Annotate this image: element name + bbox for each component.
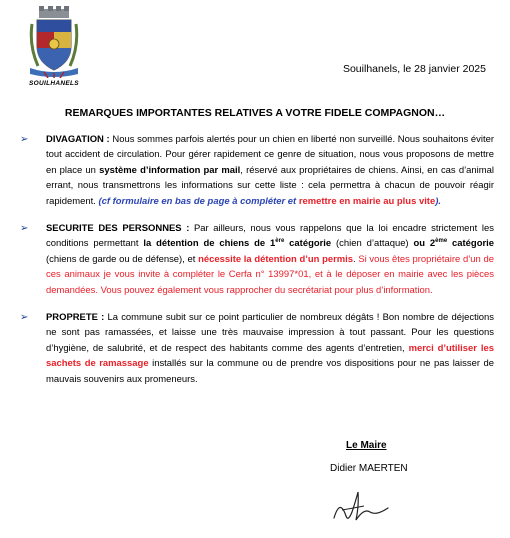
text: Par ailleurs, nous vous rappelons que la loi encadre strictement les conditions permettant: [46, 223, 494, 250]
text-bold: système d’information par mail: [99, 164, 241, 176]
arrow-bullet-icon: ➢: [20, 223, 29, 235]
text-bold: catégorie: [284, 238, 332, 250]
text-bold: ou 2: [413, 238, 436, 250]
dateline: Souilhanels, le 28 janvier 2025: [342, 63, 486, 75]
form-note-red: remettre en mairie au plus vite: [298, 195, 436, 207]
text-red-bold: merci d’utiliser les sachets de ramassage: [46, 342, 494, 370]
superscript: ère: [275, 238, 285, 245]
section-label: PROPRETE :: [46, 312, 105, 324]
text: (chiens de garde ou de défense), et: [46, 253, 199, 265]
divagation-paragraph: [46, 132, 494, 209]
text-red-bold: nécessite la détention d’un permis: [198, 253, 354, 265]
arrow-bullet-icon: ➢: [20, 312, 29, 324]
superscript: ème: [435, 238, 448, 245]
text: Nous sommes parfois alertés pour un chien en liberté non surveillé. Nous souhaitons éviter tout accident de circulation. Pour gérer rapidement ce genre de situation, nous vous proposons de mettre en place un: [46, 134, 495, 176]
form-note-end: ).: [435, 195, 441, 207]
text: (chien d’attaque): [331, 238, 414, 250]
text: , réservé aux propriétaires de chiens. Ainsi, en cas d’animal errant, nous transmettrons les informations sur cette liste : cela permettra à chacun de pouvoir réagir rapidement.: [46, 164, 494, 207]
text: installés sur la commune ou de prendre vos dispositions pour ne pas laisser de mauvais souvenirs aux promeneurs.: [46, 358, 495, 385]
proprete-paragraph: [46, 310, 494, 387]
arrow-bullet-icon: ➢: [20, 134, 29, 145]
form-note: (cf formulaire en bas de page à compléter et: [98, 195, 299, 207]
text-bold: la détention de chiens de 1: [143, 238, 276, 250]
securite-paragraph: [46, 221, 494, 298]
section-proprete: [20, 310, 495, 387]
text-red: Si vous êtes propriétaire d’un de ces animaux je vous invite à compléter le Cerfa n° 13997*01, et à le déposer en mairie avec les pièces demandées. Vous pouvez également vous rapprocher du secrétariat pour plus d’information.: [46, 253, 494, 296]
town-coat-of-arms-icon: [28, 6, 80, 78]
bullet-list: [20, 132, 495, 399]
text: La commune subit sur ce point particulier de nombreux dégâts ! Bon nombre de déjections ne sont pas ramassées, et laisse une très mauvaise impression à tout passant. Pour les questions d’hygiène, de salubrité, et de respect des habitants comme des agents d’entretien,: [46, 312, 495, 354]
handwritten-signature: [330, 486, 392, 526]
section-label: DIVAGATION :: [46, 134, 110, 145]
signatory-title: Le Maire: [346, 440, 387, 451]
document-title: REMARQUES IMPORTANTES RELATIVES A VOTRE FIDELE COMPAGNON…: [64, 107, 446, 119]
text-bold: catégorie: [447, 238, 494, 250]
signatory-name: Didier MAERTEN: [330, 463, 408, 474]
section-securite: [20, 221, 494, 298]
text: .: [353, 253, 359, 265]
crest-caption: SOUILHANELS: [29, 80, 79, 87]
section-divagation: [20, 132, 495, 209]
section-label: SECURITE DES PERSONNES :: [46, 223, 190, 235]
